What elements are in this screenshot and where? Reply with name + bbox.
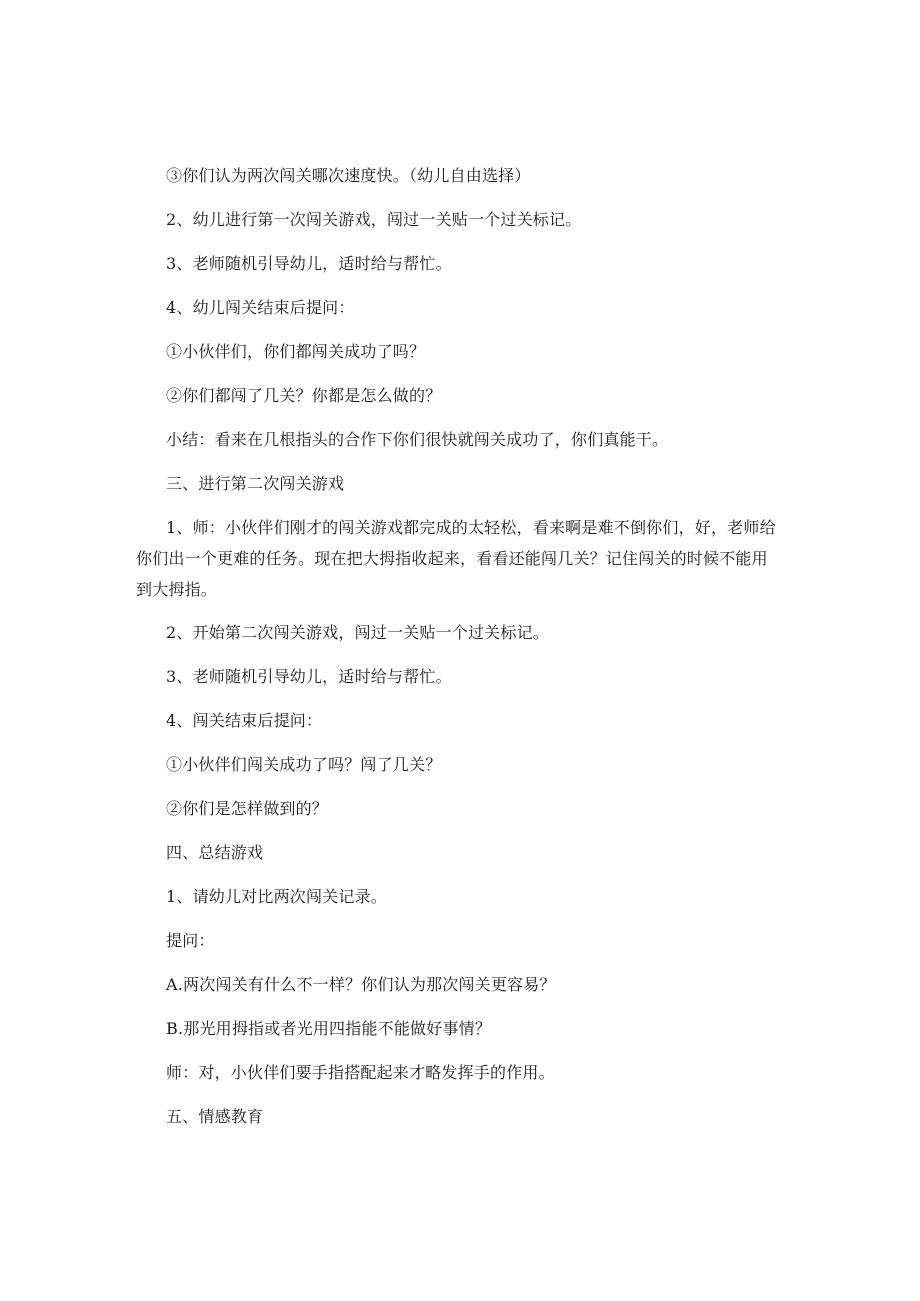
section-heading: 三、进行第二次闯关游戏 <box>166 474 345 493</box>
paragraph: 1、请幼儿对比两次闯关记录。 <box>166 887 387 906</box>
paragraph: 3、老师随机引导幼儿，适时给与帮忙。 <box>166 667 452 686</box>
document-body <box>136 162 781 1147</box>
paragraph: ①小伙伴们，你们都闯关成功了吗？ <box>166 342 426 361</box>
paragraph: A.两次闯关有什么不一样？你们认为那次闯关更容易？ <box>166 975 556 994</box>
paragraph: 小结：看来在几根指头的合作下你们很快就闯关成功了，你们真能干。 <box>166 430 669 449</box>
section-heading: 五、情感教育 <box>166 1107 264 1126</box>
paragraph: 提问： <box>166 931 215 950</box>
paragraph: 3、老师随机引导幼儿，适时给与帮忙。 <box>166 254 452 273</box>
paragraph: 2、开始第二次闯关游戏，闯过一关贴一个过关标记。 <box>166 623 549 642</box>
paragraph: ②你们都闯了几关？你都是怎么做的？ <box>166 386 442 405</box>
paragraph: 2、幼儿进行第一次闯关游戏，闯过一关贴一个过关标记。 <box>166 210 582 229</box>
paragraph: 1、师：小伙伴们刚才的闯关游戏都完成的太轻松，看来啊是难不倒你们，好，老师给你们出一个更难的任务。现在把大拇指收起来，看看还能闯几关？记住闯关的时候不能用到大拇指。 <box>136 518 776 599</box>
paragraph: ①小伙伴们闯关成功了吗？闯了几关？ <box>166 755 442 774</box>
paragraph: ②你们是怎样做到的？ <box>166 799 329 818</box>
section-heading: 四、总结游戏 <box>166 843 264 862</box>
paragraph: 师：对，小伙伴们要手指搭配起来才略发挥手的作用。 <box>166 1063 555 1082</box>
paragraph: ③你们认为两次闯关哪次速度快。（幼儿自由选择） <box>166 166 531 185</box>
paragraph: B.那光用拇指或者光用四指能不能做好事情？ <box>166 1019 492 1038</box>
paragraph: 4、幼儿闯关结束后提问： <box>166 298 355 317</box>
paragraph: 4、闯关结束后提问： <box>166 711 323 730</box>
